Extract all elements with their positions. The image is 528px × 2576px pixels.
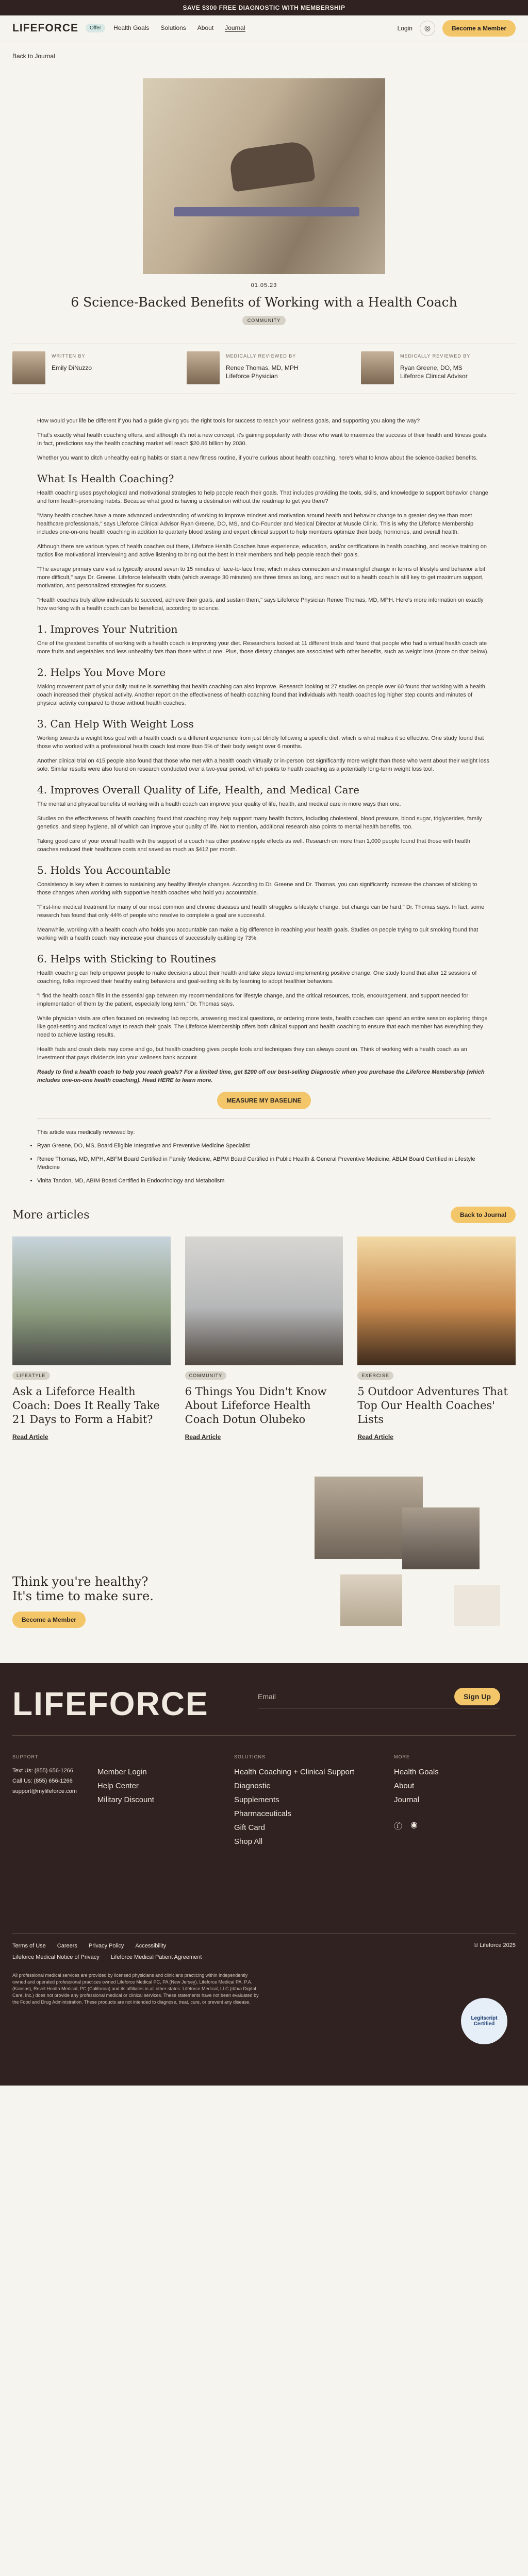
section-paragraph: Meanwhile, working with a health coach who holds you accountable can make a big difference in reaching your health goals. Studies on people trying to quit smoking found that working with a health coach may increase your chances of successfully quitting by 73%. — [37, 927, 478, 941]
cta-photo — [454, 1585, 500, 1626]
logo[interactable]: LIFEFORCE — [12, 22, 78, 34]
author-reviewer — [187, 351, 341, 386]
article-tag[interactable]: COMMUNITY — [242, 316, 286, 325]
author-label: MEDICALLY REVIEWED BY — [226, 353, 296, 359]
hero-image — [143, 78, 385, 274]
login-link[interactable]: Login — [397, 24, 412, 32]
section-heading: 3. Can Help With Weight Loss — [37, 718, 194, 730]
intro-paragraph: That's exactly what health coaching offers, and although it's not a new concept, it's gaining popularity with those who want to maximize the success of their health and fitness goals. In fact, predictions say the health coaching market will reach $20.86 billion by 2030. — [37, 432, 488, 447]
ready-callout[interactable]: Ready to find a health coach to help you reach goals? For a limited time, get $200 off our best-selling Diagnostic when you purchase the Lifeforce Membership (which includes one-on-one health coaching). Head HERE to learn more. — [37, 1069, 485, 1083]
card-tag: COMMUNITY — [185, 1371, 227, 1380]
nav-solutions[interactable]: Solutions — [160, 24, 186, 31]
avatar — [12, 351, 45, 384]
email-signup — [258, 1685, 500, 1708]
legal-links — [12, 1933, 516, 1965]
more-column — [394, 1754, 439, 1851]
card-title[interactable]: 5 Outdoor Adventures That Top Our Health Coaches' Lists — [357, 1385, 508, 1426]
section-heading: 6. Helps with Sticking to Routines — [37, 953, 217, 965]
article-card[interactable] — [357, 1236, 516, 1440]
section-paragraph: Health coaching can help empower people to make decisions about their health and take steps toward implementing positive change. One study found that after 12 sessions of coaching, folks improved their healthy eating behaviors and goal-setting skills by learning to adopt healthier behaviors. — [37, 970, 477, 985]
instagram-icon[interactable]: ◉ — [410, 1821, 418, 1829]
reviewer-item: • Ryan Greene, DO, MS, Board Eligible Integrative and Preventive Medicine Specialist — [37, 1142, 491, 1150]
reviewed-intro: This article was medically reviewed by: — [37, 1129, 135, 1136]
article-date: 01.05.23 — [251, 282, 277, 289]
column-label: SOLUTIONS — [234, 1754, 266, 1759]
author-name[interactable]: Ryan Greene, DO, MS — [400, 364, 463, 371]
promo-banner[interactable]: SAVE $300 FREE DIAGNOSTIC WITH MEMBERSHIP — [0, 0, 528, 15]
nav-about[interactable]: About — [197, 24, 214, 31]
author-reviewer — [361, 351, 516, 386]
section-paragraph: "Health coaches truly allow individuals to succeed, achieve their goals, and sustain them," says Lifeforce Physician Renee Thomas, MD, MPH. Here's more information on exactly how working with a health coach can be beneficial, according to science. — [37, 597, 484, 612]
section-paragraph: Although there are various types of health coaches out there, Lifeforce Health Coaches have experience, education, and/or certifications in health coaching, and receive training on tactics like motivational interviewing and active listening to bring out the best in their members and help people reach their goals. — [37, 544, 487, 558]
legal-link[interactable]: Accessibility — [135, 1943, 167, 1949]
author-role: Lifeforce Clinical Advisor — [400, 372, 468, 380]
article-title: 6 Science-Backed Benefits of Working with a Health Coach — [71, 295, 457, 310]
benefit-sections — [37, 625, 491, 1062]
footer-link[interactable]: Member Login — [97, 1768, 147, 1776]
section-paragraph: Consistency is key when it comes to sustaining any healthy lifestyle changes. According to Dr. Greene and Dr. Thomas, you can significantly increase the chances of sticking to those changes when working with supportive health coaches who hold you accountable. — [37, 882, 477, 896]
legal-link[interactable]: Careers — [57, 1943, 77, 1949]
legal-link[interactable]: Lifeforce Medical Patient Agreement — [110, 1954, 202, 1960]
copyright: © Lifeforce 2025 — [474, 1942, 516, 1948]
reviewer-item: • Vinita Tandon, MD, ABIM Board Certified in Endocrinology and Metabolism — [37, 1177, 491, 1185]
section-paragraph: Health coaching uses psychological and motivational strategies to help people reach their goals. That includes providing the tools, skills, and knowledge to support behavior change and form health-promoting habits. Because what good is having a destination without the roadmap to get you there? — [37, 490, 488, 504]
sign-up-button[interactable]: Sign Up — [454, 1688, 500, 1705]
card-image[interactable] — [185, 1236, 343, 1365]
author-bar — [12, 344, 516, 394]
footer-link[interactable]: Help Center — [97, 1782, 139, 1790]
section-paragraph: Making movement part of your daily routine is something that health coaching can also improve. Research looking at 27 studies on people over 60 found that working with a health coach increased their physical activity. Another report on the effectiveness of health coaching found that individuals with health coaches log higher step counts and minutes of physical activity compared to those without health coaches. — [37, 684, 485, 706]
main-nav — [113, 24, 245, 32]
cta-photo — [402, 1507, 480, 1569]
card-image[interactable] — [12, 1236, 171, 1365]
solutions-column — [234, 1754, 394, 1851]
section-paragraph: Another clinical trial on 415 people also found that those who met with a health coach virtually or in-person lost significantly more weight than those who went about their weight loss solo. Similar results were also found on research conducted over a two-year period, which points to health coaching as a potentially long-term weight loss tool. — [37, 758, 489, 772]
section-paragraph: The mental and physical benefits of working with a health coach can improve your quality of life, health, and medical care in more ways than one. — [37, 801, 401, 807]
section-paragraph: "First-line medical treatment for many of our most common and chronic diseases and health struggles is lifestyle change, but change can be hard," Dr. Thomas says. In fact, some research has found that only 44% of people who resolve to complete a goal are successful. — [37, 904, 485, 919]
support-column — [12, 1754, 234, 1851]
nav-journal[interactable]: Journal — [225, 24, 245, 31]
legitscript-badge[interactable]: Legitscript Certified — [461, 1998, 507, 2044]
avatar — [187, 351, 220, 384]
author-label: MEDICALLY REVIEWED BY — [400, 353, 471, 359]
section-paragraph: Health fads and crash diets may come and go, but health coaching gives people tools and techniques they can always count on. Think of working with a health coach as an investment that pays dividends into your wellness bank account. — [37, 1046, 467, 1061]
author-label: WRITTEN BY — [52, 353, 86, 359]
footer-link[interactable]: Military Discount — [97, 1795, 154, 1804]
section-heading: What Is Health Coaching? — [37, 472, 174, 485]
section-paragraph: Studies on the effectiveness of health coaching found that coaching may help support many health factors, including cholesterol, blood pressure, blood sugar, triglycerides, family genetics, and sleep hygiene, all of which can improve your quality of life. Not to mention, additional research also points to mental health benefits, too. — [37, 816, 482, 830]
more-articles — [0, 1207, 528, 1440]
become-member-button[interactable]: Become a Member — [442, 20, 516, 37]
site-footer — [0, 1663, 528, 2086]
article-body — [37, 417, 491, 1185]
footer-link[interactable]: Shop All — [234, 1837, 263, 1846]
cta-heading: Think you're healthy? It's time to make sure. — [12, 1574, 154, 1603]
card-title[interactable]: Ask a Lifeforce Health Coach: Does It Really Take 21 Days to Form a Habit? — [12, 1385, 160, 1426]
section-paragraph: Taking good care of your overall health with the support of a coach has other positive ripple effects as well. Research on more than 1,000 people found that those with health coaches reduced their healthcare costs and saved as much as $412 per month. — [37, 838, 470, 853]
back-to-journal-link[interactable]: Back to Journal — [12, 53, 55, 60]
intro-paragraph: How would your life be different if you had a guide giving you the right tools for success to reach your wellness goals, and supporting you along the way? — [37, 418, 420, 424]
nav-health-goals[interactable]: Health Goals — [113, 24, 150, 31]
intro-paragraph: Whether you want to ditch unhealthy eating habits or start a new fitness routine, if you're curious about health coaching, here's what to know about the science-backed benefits. — [37, 455, 478, 461]
email-input[interactable]: Email — [258, 1692, 276, 1701]
footer-link[interactable]: Gift Card — [234, 1823, 266, 1832]
facebook-icon[interactable]: ⓕ — [394, 1822, 403, 1831]
support-line[interactable]: Text Us: (855) 656-1266 — [12, 1768, 74, 1774]
measure-baseline-button[interactable]: MEASURE MY BASELINE — [217, 1092, 310, 1109]
author-name[interactable]: Renee Thomas, MD, MPH — [226, 364, 299, 371]
footer-link[interactable]: Supplements — [234, 1795, 279, 1804]
section-paragraph: "I find the health coach fills in the essential gap between my recommendations for lifestyle change, and the critical resources, tools, encouragement, and support needed for implementation of them by the patient, especially long term," Dr. Thomas says. — [37, 993, 469, 1007]
offer-badge[interactable]: Offer — [86, 24, 105, 32]
more-articles-heading: More articles — [12, 1208, 90, 1222]
section-heading: 2. Helps You Move More — [37, 666, 166, 679]
section-paragraph: One of the greatest benefits of working with a health coach is improving your diet. Researchers looked at 11 different trials and found that people who had a virtual health coach ate more fruits and vegetables and less unhealthy fats than those without one. Plus, those dietary changes are associated with other benefits, such as weight loss (more on that below). — [37, 640, 489, 655]
column-label: SUPPORT — [12, 1754, 39, 1759]
footer-link[interactable]: Health Goals — [394, 1768, 439, 1776]
fine-print: All professional medical services are provided by licensed physicians and clinicians practicing within independently owned and operated professional practices owned Lifeforce Medical PC, PA (New Jersey), Lifeforce Medical PA, P.A. (Kansas), Revel Health Medical, PC (California) and its affiliates in all other states. Lifeforce Medical, LLC (d/b/a Digital Care, Inc.) does not provide any professional medical or clinical services. These statements have not been evaluated by the Food and Drug Administration. These products are not intended to diagnose, treat, cure, or prevent any disease. — [12, 1973, 259, 2005]
legal-link[interactable]: Privacy Policy — [88, 1943, 124, 1949]
footer-link[interactable]: Journal — [394, 1795, 420, 1804]
article-card[interactable] — [185, 1236, 343, 1440]
section-paragraph: While physician visits are often focused on reviewing lab reports, answering medical questions, or ordering more tests, health coaches can spend an entire session exploring things like goal-setting and tactical ways to reach their goals. The Lifeforce Membership offers both clinical support and health coaching to ensure that each member has everything they need to achieve lasting results. — [37, 1015, 488, 1038]
support-line[interactable]: Call Us: (855) 656-1266 — [12, 1778, 73, 1784]
section-paragraph: Working towards a weight loss goal with a health coach is a different experience from just blindly following a specific diet, which is what makes it so effective. One study found that those who worked with a professional health coach lost more than 5% of their body weight over 6 months. — [37, 735, 484, 750]
author-name[interactable]: Emily DiNuzzo — [52, 364, 92, 371]
legal-link[interactable]: Terms of Use — [12, 1943, 46, 1949]
footer-link[interactable]: Health Coaching + Clinical Support — [234, 1768, 355, 1776]
author-role: Lifeforce Physician — [226, 372, 278, 380]
reviewer-item: • Renee Thomas, MD, MPH, ABFM Board Certified in Family Medicine, ABPM Board Certified in Public Health & General Preventive Medicine, ABLM Board Certified in Lifestyle Medicine — [37, 1155, 491, 1172]
cart-icon[interactable]: ◎ — [420, 21, 435, 36]
site-header — [0, 15, 528, 41]
footer-logo[interactable]: LIFEFORCE — [12, 1685, 209, 1722]
author-writer — [12, 351, 167, 386]
card-tag: LIFESTYLE — [12, 1371, 50, 1380]
read-article-link[interactable]: Read Article — [12, 1433, 48, 1440]
section-heading: 4. Improves Overall Quality of Life, Health, and Medical Care — [37, 784, 359, 796]
read-article-link[interactable]: Read Article — [357, 1433, 393, 1440]
footer-link[interactable]: About — [394, 1782, 415, 1790]
section-heading: 5. Holds You Accountable — [37, 864, 171, 876]
card-image[interactable] — [357, 1236, 516, 1365]
article-card[interactable] — [12, 1236, 171, 1440]
footer-link[interactable]: Diagnostic — [234, 1782, 271, 1790]
back-to-journal-button[interactable]: Back to Journal — [451, 1207, 516, 1223]
section-heading: 1. Improves Your Nutrition — [37, 623, 178, 635]
cta-photo — [340, 1574, 402, 1626]
column-label: MORE — [394, 1754, 410, 1759]
read-article-link[interactable]: Read Article — [185, 1433, 221, 1440]
card-title[interactable]: 6 Things You Didn't Know About Lifeforce Health Coach Dotun Olubeko — [185, 1385, 327, 1426]
legal-link[interactable]: Lifeforce Medical Notice of Privacy — [12, 1954, 100, 1960]
support-line[interactable]: support@mylifeforce.com — [12, 1788, 77, 1794]
membership-cta — [0, 1477, 528, 1626]
cta-become-member-button[interactable]: Become a Member — [12, 1612, 86, 1628]
section-paragraph: "The average primary care visit is typically around seven to 15 minutes of face-to-face time, which makes connection and meaningful change in terms of lifestyle and behavior a bit more difficult," says Dr. Greene. Lifeforce telehealth visits (which average 30 minutes) are three times as long, and reach out to a health coach is still key to get maximum support, motivation, and personalized strategies for success. — [37, 566, 486, 589]
section-paragraph: "Many health coaches have a more advanced understanding of working to improve mindset and motivation around health and behavior change to a greater degree than most healthcare professionals," says Lifeforce Clinical Advisor Ryan Greene, DO, MS, and Co-Founder and Medical Director at Muscle Clinic. This is why the Lifeforce Membership includes one-on-one health coaching in addition to quarterly blood testing and expert clinical support to help members optimize their body, hormones, and overall health. — [37, 513, 474, 535]
footer-link[interactable]: Pharmaceuticals — [234, 1809, 291, 1818]
card-tag: EXERCISE — [357, 1371, 393, 1380]
avatar — [361, 351, 394, 384]
